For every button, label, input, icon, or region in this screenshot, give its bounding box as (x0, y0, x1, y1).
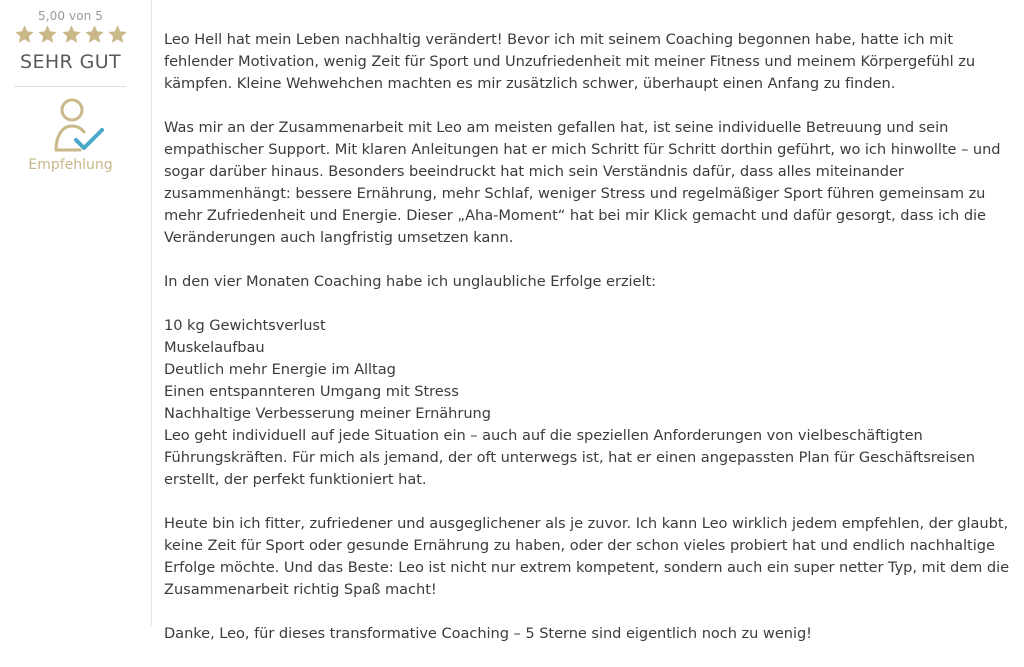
star-icon (84, 24, 105, 45)
results-list (164, 315, 1016, 425)
rating-sidebar (0, 0, 141, 626)
star-icon (14, 24, 35, 45)
review-paragraph: In den vier Monaten Coaching habe ich unglaubliche Erfolge erzielt: (164, 273, 657, 290)
review-paragraph: Heute bin ich fitter, zufriedener und ausgeglichener als je zuvor. Ich kann Leo wirklich jedem empfehlen, der glaubt, keine Zeit für Sport oder gesunde Ernährung zu haben, oder der schon vieles probiert hat und endlich nachhaltige Erfolge möchte. Und das Beste: Leo ist nicht nur extrem kompetent, sondern auch ein super netter Typ, mit dem die Zusammenarbeit richtig Spaß macht! (164, 515, 1010, 598)
review-text (164, 29, 1016, 667)
review-paragraph: Leo Hell hat mein Leben nachhaltig verändert! Bevor ich mit seinem Coaching begonnen habe, hatte ich mit fehlender Motivation, wenig Zeit für Sport und Unzufriedenheit mit meiner Fitness und meinem Körpergefühl zu kämpfen. Kleine Wehwehchen machten es mir zusätzlich schwer, überhaupt einen Anfang zu finden. (164, 31, 976, 92)
person-check-icon (50, 96, 106, 154)
column-divider (151, 0, 152, 626)
rating-label: SEHR GUT (19, 51, 122, 73)
list-item: Einen entspannteren Umgang mit Stress (164, 383, 459, 400)
review-paragraph: Leo geht individuell auf jede Situation ein – auch auf die speziellen Anforderungen von vielbeschäftigten Führungskräften. Für mich als jemand, der oft unterwegs ist, hat er einen angepassten Plan für Geschäftsreisen erstellt, der perfekt funktioniert hat. (164, 427, 976, 488)
review-paragraph: Was mir an der Zusammenarbeit mit Leo am meisten gefallen hat, ist seine individuelle Betreuung und sein empathischer Support. Mit klaren Anleitungen hat er mich Schritt für Schritt dorthin geführt, wo ich hinwollte – und sogar darüber hinaus. Besonders beeindruckt hat mich sein Verständnis dafür, dass alles miteinander zusammenhängt: bessere Ernährung, mehr Schlaf, weniger Stress und regelmäßiger Sport führen gemeinsam zu mehr Zufriedenheit und Energie. Dieser „Aha-Moment“ hat bei mir Klick gemacht und dafür gesorgt, dass ich die Veränderungen auch langfristig umsetzen kann. (164, 119, 1001, 246)
list-item: Deutlich mehr Energie im Alltag (164, 361, 396, 378)
star-icon (107, 24, 128, 45)
sidebar-divider (14, 86, 126, 87)
review-paragraph: Danke, Leo, für dieses transformative Coaching – 5 Sterne sind eigentlich noch zu wenig! (164, 625, 812, 642)
star-icon (37, 24, 58, 45)
star-icon (61, 24, 82, 45)
star-rating (14, 24, 128, 46)
rating-score: 5,00 von 5 (37, 9, 104, 23)
list-item: Nachhaltige Verbesserung meiner Ernährung (164, 405, 491, 422)
list-item: 10 kg Gewichtsverlust (164, 317, 326, 334)
list-item: Muskelaufbau (164, 339, 265, 356)
recommendation-label: Empfehlung (28, 157, 113, 173)
